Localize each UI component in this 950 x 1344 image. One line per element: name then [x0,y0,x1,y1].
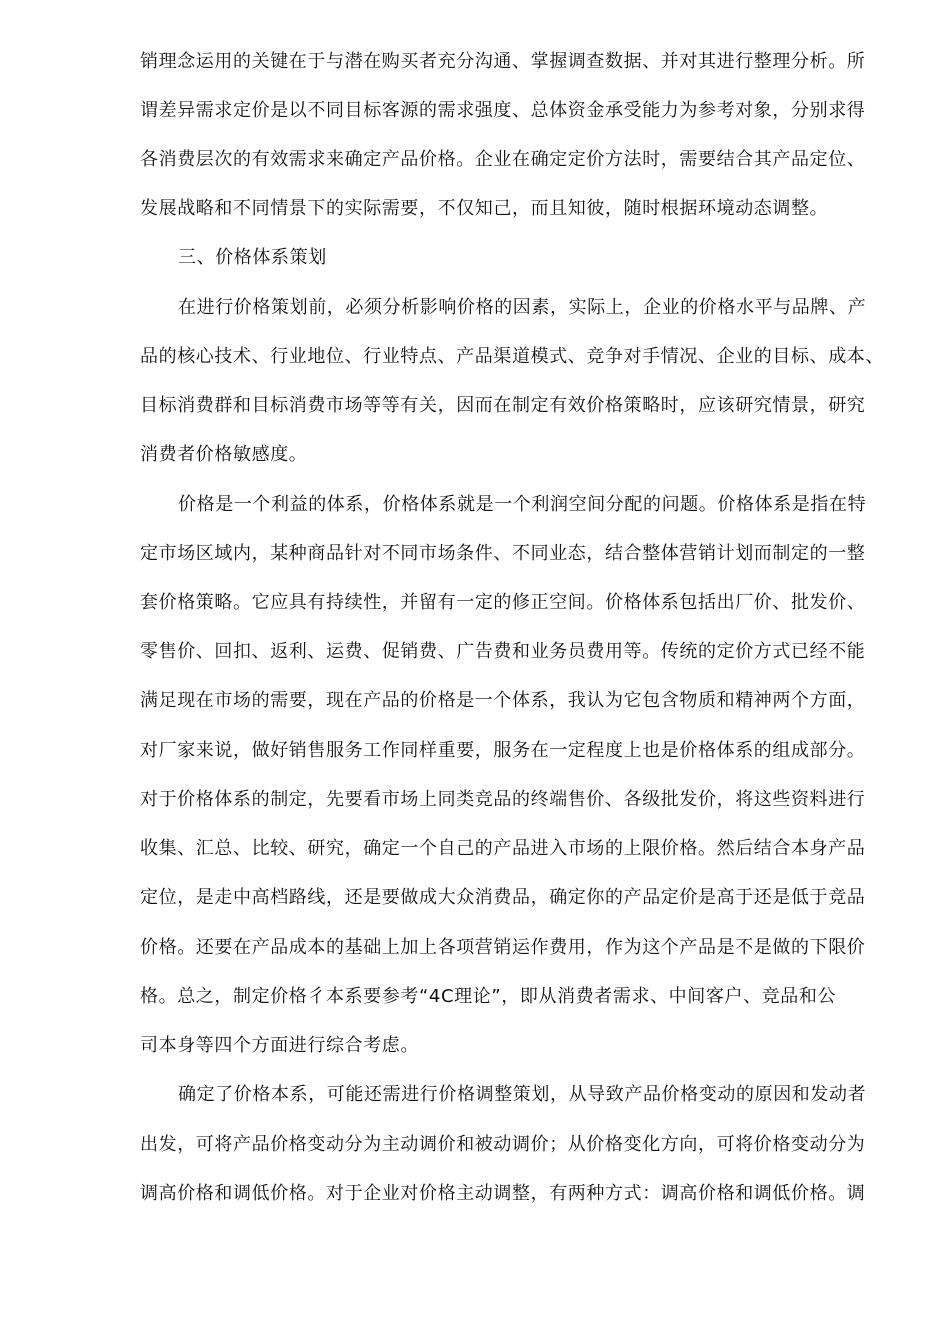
text-line: 零售价、回扣、返利、运费、促销费、广告费和业务员费用等。传统的定价方式已经不能 [140,641,866,662]
text-line: 套价格策略。它应具有持续性，并留有一定的修正空间。价格体系包括出厂价、批发价、 [140,592,866,613]
text-line: 对厂家来说，做好销售服务工作同样重要，服务在一定程度上也是价格体系的组成部分。 [140,740,866,761]
text-line: 价格。还要在产品成本的基础上加上各项营销运作费用，作为这个产品是不是做的下限价 [140,937,866,958]
paragraph-first-line: 确定了价格本系，可能还需进行价格调整策划，从导致产品价格变动的原因和发动者 [178,1084,867,1105]
text-line: 发展战略和不同情景下的实际需要，不仅知己，而且知彼，随时根据环境动态调整。 [140,198,829,219]
text-line: 销理念运用的关键在于与潜在购买者充分沟通、掌握调查数据、并对其进行整理分析。所 [140,51,866,72]
text-line: 出发，可将产品价格变动分为主动调价和被动调价；从价格变化方向，可将价格变动分为 [140,1134,866,1155]
text-line: 品的核心技术、行业地位、行业特点、产品渠道模式、竞争对手情况、企业的目标、成本、 [140,346,884,367]
text-line: 收集、汇总、比较、研究，确定一个自己的产品进入市场的上限价格。然后结合本身产品 [140,838,866,859]
text-line: 消费者价格敏感度。 [140,444,308,465]
text-line: 定位，是走中高档路线，还是要做成大众消费品，确定你的产品定价是高于还是低于竞品 [140,887,866,908]
text-line: 格。总之，制定价格彳本系要参考“4C理论”，即从消费者需求、中间客户、竞品和公 [140,986,837,1007]
text-line: 对于价格体系的制定，先要看市场上同类竞品的终端售价、各级批发价，将这些资料进行 [140,789,866,810]
text-line: 调高价格和调低价格。对于企业对价格主动调整，有两种方式：调高价格和调低价格。调 [140,1183,866,1204]
text-line: 各消费层次的有效需求来确定产品价格。企业在确定定价方法时，需要结合其产品定位、 [140,149,866,170]
paragraph-first-line: 价格是一个利益的体系，价格体系就是一个利润空间分配的问题。价格体系是指在特 [178,494,867,515]
text-line: 司本身等四个方面进行综合考虑。 [140,1035,419,1056]
paragraph-first-line: 在进行价格策划前，必须分析影响价格的因素，实际上，企业的价格水平与品牌、产 [178,297,867,318]
section-heading: 三、价格体系策划 [178,247,327,268]
text-line: 定市场区域内，某种商品针对不同市场条件、不同业态，结合整体营销计划而制定的一整 [140,543,866,564]
text-line: 谓差异需求定价是以不同目标客源的需求强度、总体资金承受能力为参考对象，分别求得 [140,100,866,121]
text-line: 目标消费群和目标消费市场等等有关，因而在制定有效价格策略时，应该研究情景，研究 [140,395,866,416]
text-line: 满足现在市场的需要，现在产品的价格是一个体系，我认为它包含物质和精神两个方面， [140,690,866,711]
